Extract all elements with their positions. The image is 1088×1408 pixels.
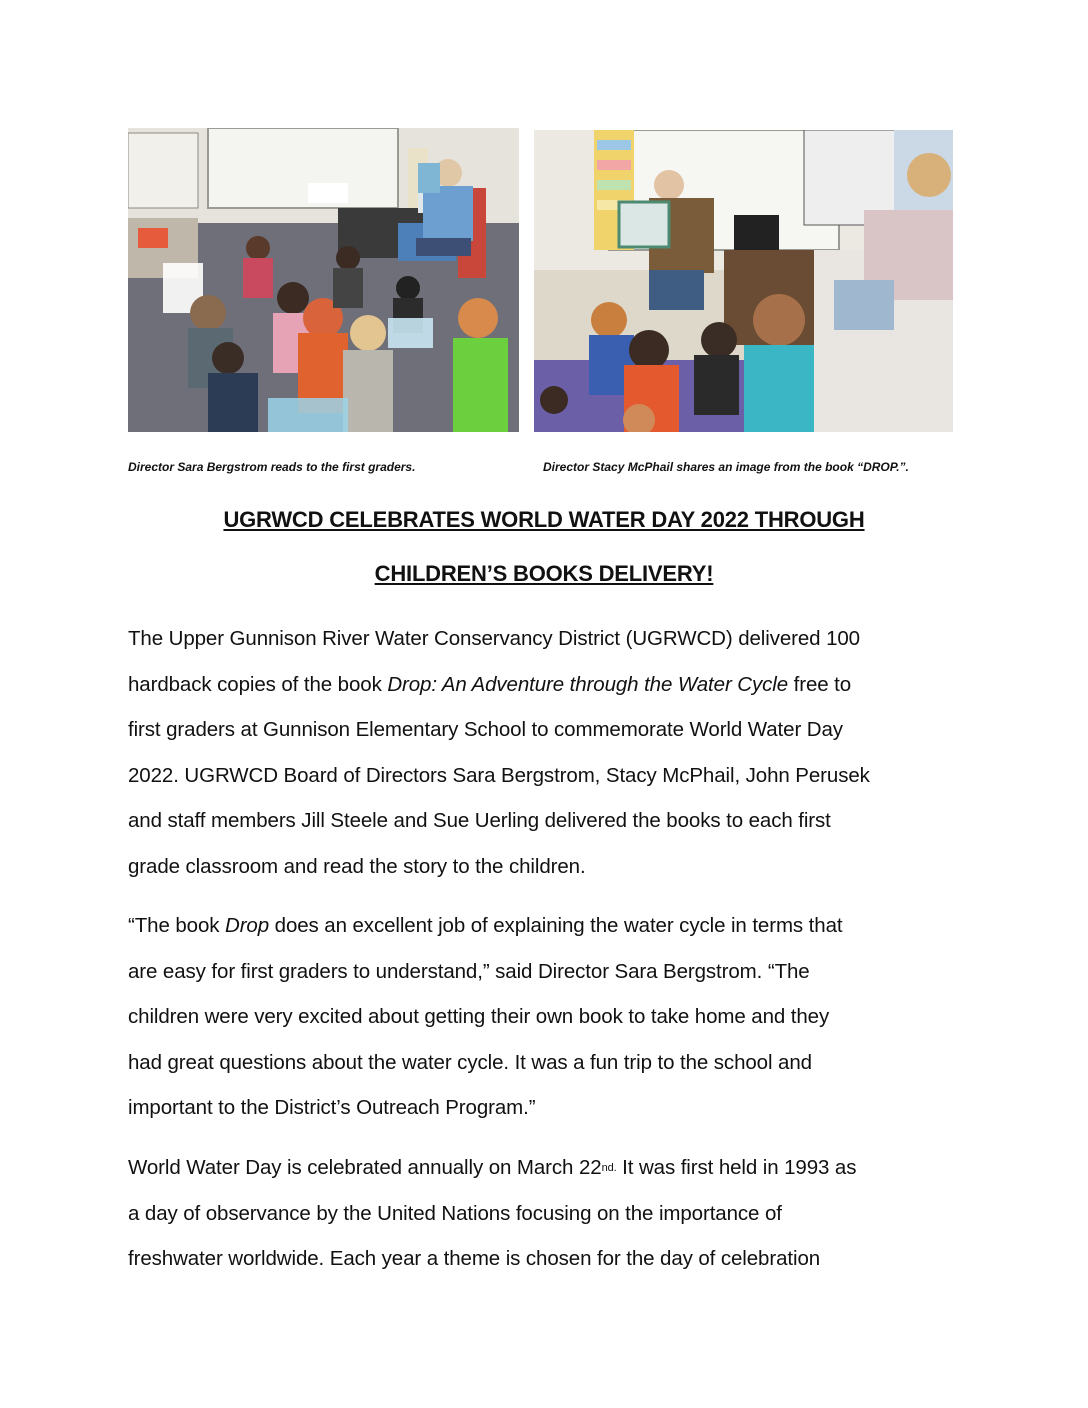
classroom-photo-right xyxy=(534,130,953,432)
body-paragraph-2 xyxy=(128,903,968,1131)
paragraph-line: 2022. UGRWCD Board of Directors Sara Bergstrom, Stacy McPhail, John Perusek xyxy=(128,763,870,787)
ordinal-suffix: nd. xyxy=(601,1162,617,1174)
paragraph-line: important to the District’s Outreach Program.” xyxy=(128,1096,536,1119)
paragraph-line: freshwater worldwide. Each year a theme is chosen for the day of celebration xyxy=(128,1247,821,1270)
paragraph-line: are easy for first graders to understand,” said Director Sara Bergstrom. “The xyxy=(128,959,810,983)
paragraph-line: a day of observance by the United Nations focusing on the importance of xyxy=(128,1201,782,1225)
paragraph-line: children were very excited about getting their own book to take home and they xyxy=(128,1005,830,1028)
paragraph-line: had great questions about the water cycle. It was a fun trip to the school and xyxy=(128,1050,812,1074)
paragraph-line: The Upper Gunnison River Water Conservancy District (UGRWCD) delivered 100 xyxy=(128,627,860,650)
paragraph-line: hardback copies of the book Drop: An Adventure through the Water Cycle free to xyxy=(128,672,852,696)
paragraph-line: and staff members Jill Steele and Sue Uerling delivered the books to each first xyxy=(128,809,831,832)
photo-caption-left: Director Sara Bergstrom reads to the first graders. xyxy=(128,460,416,474)
classroom-photo-left xyxy=(128,128,519,432)
book-title: Drop: An Adventure through the Water Cycle xyxy=(387,672,789,696)
paragraph-line: grade classroom and read the story to the children. xyxy=(128,854,586,878)
headline-line-2: CHILDREN’S BOOKS DELIVERY! xyxy=(374,561,714,586)
body-paragraph-1 xyxy=(128,616,968,889)
body-paragraph-3 xyxy=(128,1145,968,1282)
paragraph-line: World Water Day is celebrated annually on March $22^{nd.}$ It was first held in 1993 as xyxy=(128,1156,857,1179)
paragraph-line: first graders at Gunnison Elementary School to commemorate World Water Day xyxy=(128,718,843,741)
book-title: Drop xyxy=(225,914,270,937)
paragraph-line: “The book Drop does an excellent job of explaining the water cycle in terms that xyxy=(128,914,843,937)
headline-line-1: UGRWCD CELEBRATES WORLD WATER DAY 2022 THROUGH xyxy=(223,507,865,532)
photo-caption-right: Director Stacy McPhail shares an image from the book “DROP.”. xyxy=(543,460,909,474)
